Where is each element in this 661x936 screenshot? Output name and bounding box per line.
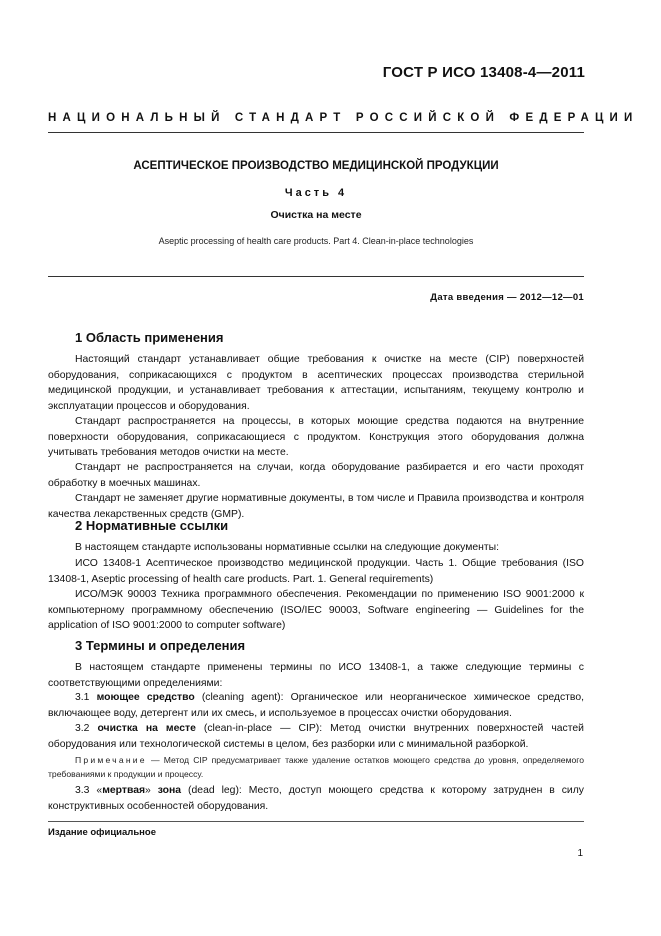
top-divider: [48, 132, 584, 133]
term-definition: (cleaning agent): Органическое или неорганическое химическое средство, включающее воду, детергент или их смесь, и используемое в процессах очистки оборудования.: [48, 692, 585, 719]
section-2-paragraph-1: В настоящем стандарте использованы нормативные ссылки на следующие документы:: [75, 542, 499, 553]
term-3-1: [48, 690, 584, 721]
quote-close: »: [145, 785, 151, 796]
note-text: — Метод CIP предусматривает также удаление остатков моющего средства до уровня, определяемого требованиями к продукции и процессу.: [48, 755, 584, 779]
quote-open: «: [96, 785, 103, 796]
english-title: Aseptic processing of health care products. Part 4. Clean-in-place technologies: [158, 236, 474, 246]
section-1-paragraph-1: Настоящий стандарт устанавливает общие требования к очистке на месте (CIP) поверхностей оборудования, соприкасающихся с продуктом в асептических процессах производства стерильной медицинской продукции, и устанавливает требования к аттестации, испытаниям, текущему контролю и эксплуатации процессов и оборудования.: [48, 354, 584, 412]
section-1-heading: 1 Область применения: [75, 330, 224, 345]
section-3-heading: 3 Термины и определения: [75, 638, 246, 653]
document-title: АСЕПТИЧЕСКОЕ ПРОИЗВОДСТВО МЕДИЦИНСКОЙ ПРОДУКЦИИ: [133, 160, 499, 172]
title-divider: [48, 276, 584, 277]
term-name: мертвая: [102, 785, 146, 796]
term-name: моющее средство: [96, 692, 195, 703]
official-edition-label: Издание официальное: [48, 827, 156, 838]
section-3-paragraph-1: В настоящем стандарте применены термины по ИСО 13408-1, а также следующие термины с соответствующими определениями:: [48, 662, 584, 689]
term-3-2: [48, 721, 584, 752]
term-number: 3.3: [75, 785, 90, 796]
gost-code: ГОСТ Р ИСО 13408-4—2011: [382, 64, 585, 81]
term-number: 3.2: [75, 723, 90, 734]
introduction-date: Дата введения — 2012—12—01: [430, 292, 584, 303]
part-label: Часть 4: [284, 187, 348, 199]
reference-iso-13408-1: ИСО 13408-1 Асептическое производство медицинской продукции. Часть 1. Общие требования (ISO 13408-1, Aseptic processing of health care products. Part. 1. General requirements): [48, 558, 584, 585]
note: [48, 753, 584, 781]
term-name: очистка на месте: [97, 723, 196, 734]
note-label: Примечание: [75, 755, 147, 765]
term-definition: (clean-in-place — CIP): Метод очистки внутренних поверхностей частей оборудования или технологической системы в целом, без разборки или с минимальной разборкой.: [48, 723, 584, 750]
footer-divider: [48, 821, 584, 822]
section-2-heading: 2 Нормативные ссылки: [75, 518, 229, 533]
national-standard-banner: НАЦИОНАЛЬНЫЙ СТАНДАРТ РОССИЙСКОЙ ФЕДЕРАЦИИ: [48, 112, 639, 124]
page-number: 1: [577, 848, 583, 859]
part-title: Очистка на месте: [270, 209, 362, 221]
reference-iso-iec-90003: ИСО/МЭК 90003 Техника программного обеспечения. Рекомендации по применению ISO 9001:2000 к компьютерному программному обеспечению (ISO/IEC 90003, Software engineering — Guidelines for the application of ISO 9001:2000 to computer software): [48, 589, 584, 631]
term-number: 3.1: [75, 692, 90, 703]
section-1-paragraph-2: Стандарт распространяется на процессы, в которых моющие средства подаются на внутренние поверхности оборудования, соприкасающиеся с продуктом. Конструкция этого оборудования должна учитывать требования методов очистки на месте.: [48, 416, 584, 458]
section-1-paragraph-4: Стандарт не заменяет другие нормативные документы, в том числе и Правила производства и контроля качества лекарственных средств (GMP).: [48, 493, 584, 520]
term-definition: (dead leg): Место, доступ моющего средства к которому затруднен в силу конструктивных особенностей оборудования.: [48, 785, 584, 812]
term-name-2: зона: [157, 785, 182, 796]
section-1-paragraph-3: Стандарт не распространяется на случаи, когда оборудование разбирается и его части проходят обработку в моечных машинах.: [48, 462, 584, 489]
term-3-3: [48, 783, 584, 814]
